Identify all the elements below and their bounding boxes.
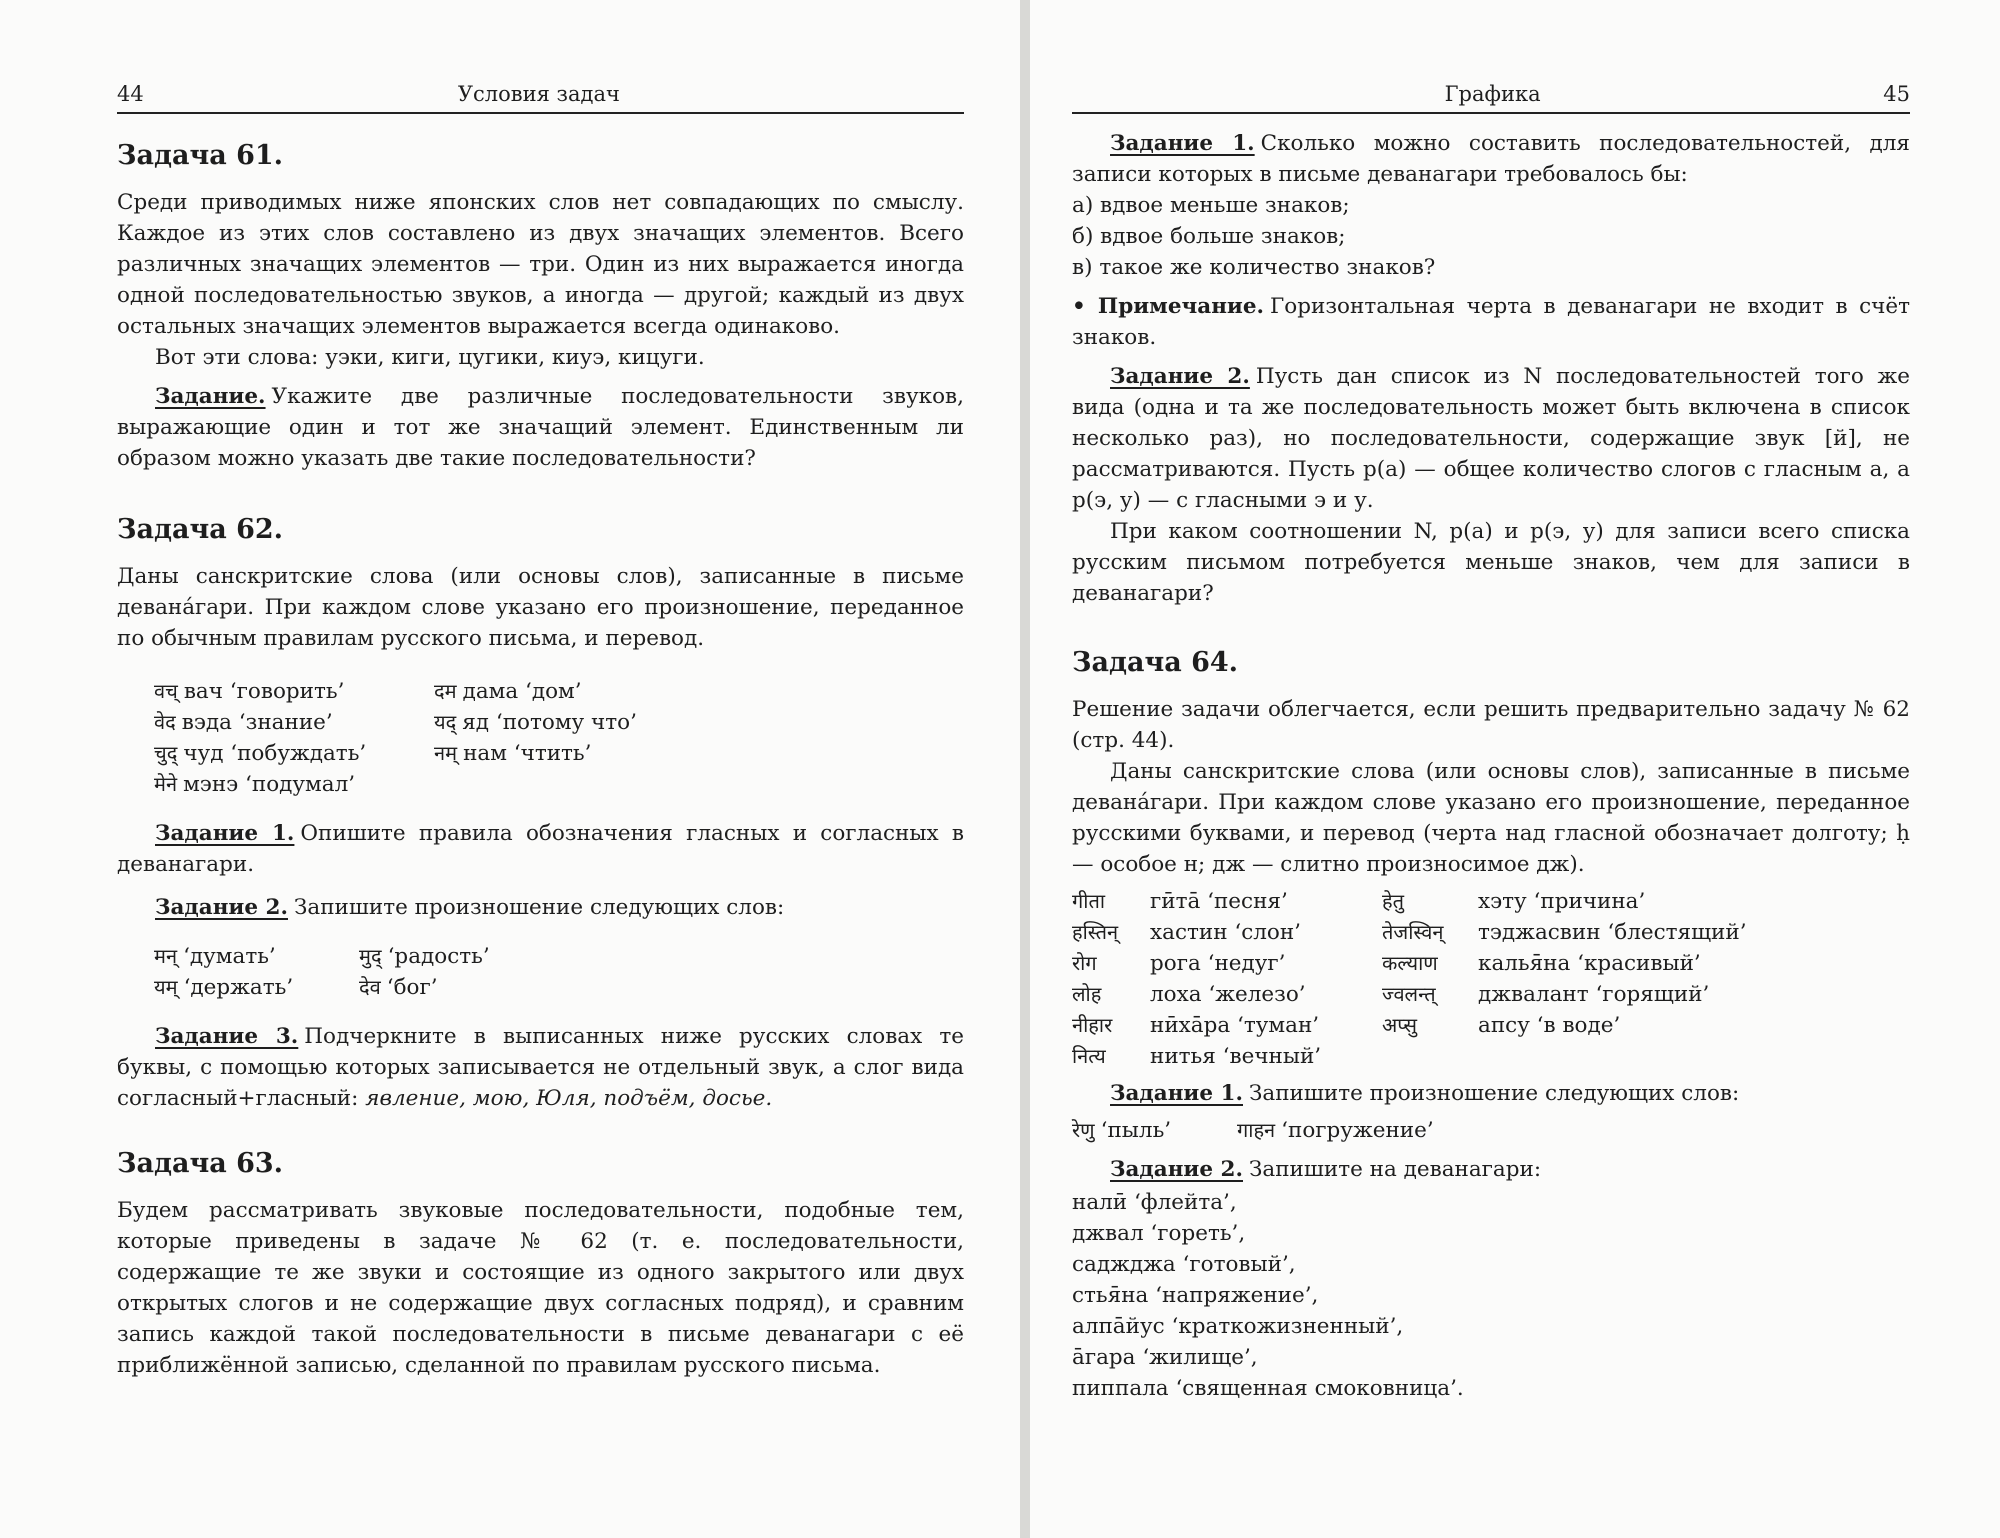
problem-61-task — [117, 381, 964, 474]
task-text: Укажите две различные последовательности звуков, выражающие один и тот же значащий элемент. Единственным ли образом можно указать две такие последовательности? — [117, 384, 964, 471]
problem-61-title: Задача 61. — [117, 140, 284, 171]
problem-62-title: Задача 62. — [117, 514, 284, 545]
word-entry: वेद вэда ‘знание’ — [154, 710, 333, 735]
word-entry: चुद् чуд ‘побуждать’ — [154, 741, 367, 766]
word-entry: रोग рога ‘недуг’ — [1072, 951, 1286, 976]
word-entry: नित्य нитья ‘вечный’ — [1072, 1044, 1322, 1069]
problem-63-task-1: Задание 1. Сколько можно составить последовательностей, для записи которых в письме деванагари требовалось бы: — [1072, 131, 1910, 187]
word-entry: लोह лоха ‘железо’ — [1072, 982, 1306, 1007]
problem-63-text: Будем рассматривать звуковые последовательности, подобные тем, которые приведены в задаче № 62 (т. е. последовательности, содержащие те же звуки и состоящие из одного закрытого или двух открытых слогов и не содержащие двух согласных подряд), и сравним запись каждой такой последовательности в письме деванагари с её приближённой записью, сделанной по правилам русского письма. — [117, 1198, 964, 1378]
word-entry: मेने мэнэ ‘подумал’ — [154, 772, 356, 797]
list-item: алпа̄йус ‘краткожизненный’, — [1072, 1314, 1404, 1339]
task-3-words: явление, мою, Юля, подъём, досье. — [365, 1086, 773, 1111]
word-entry: हेतु хэту ‘причина’ — [1382, 889, 1646, 914]
problem-64-task-1-words — [1072, 1115, 1910, 1146]
problem-62-task-3: Задание 3. Подчеркните в выписанных ниже русских словах те буквы, с помощью которых записывается не отдельный звук, а слог вида согласный+гласный: явление, мою, Юля, подъём, досье. — [117, 1024, 964, 1111]
problem-61-text: Среди приводимых ниже японских слов нет совпадающих по смыслу. Каждое из этих слов составлено из двух значащих элементов. Всего различных значащих элементов — три. Один из них выражается иногда одной последовательностью звуков, а иногда — другой; каждый из двух остальных значащих элементов выражается всегда одинаково. — [117, 190, 964, 339]
problem-62-word-list — [154, 676, 964, 800]
problem-63-title: Задача 63. — [117, 1148, 284, 1179]
word-entry: अप्सु апсу ‘в воде’ — [1382, 1013, 1621, 1038]
list-item: джвал ‘гореть’, — [1072, 1221, 1246, 1246]
problem-64-word-list — [1072, 886, 1910, 1072]
problem-61-words: Вот эти слова: уэки, киги, цугики, киуэ, кицуги. — [155, 345, 705, 370]
word-entry: नम् нам ‘чтить’ — [434, 741, 592, 766]
word-entry: यद् яд ‘потому что’ — [434, 710, 637, 735]
task-2-word-list — [1072, 1187, 1910, 1404]
problem-64-title: Задача 64. — [1072, 647, 1239, 678]
problem-63-task-2: Задание 2. Пусть дан список из N последовательностей того же вида (одна и та же последовательность может быть включена в список несколько раз), но последовательности, содержащие звук [й], не рассматриваются. Пусть p(а) — общее количество слогов с гласным а, а p(э, у) — с гласными э и у. — [1072, 364, 1910, 513]
note: • Примечание. Горизонтальная черта в деванагари не входит в счёт знаков. — [1072, 294, 1910, 350]
word-entry: गाहन ‘погружение’ — [1237, 1118, 1434, 1143]
word-entry: नीहार нӣха̄ра ‘туман’ — [1072, 1013, 1320, 1038]
word-entry: हस्तिन् хастин ‘слон’ — [1072, 920, 1302, 945]
page-number: 45 — [1883, 82, 1910, 106]
option-item: в) такое же количество знаков? — [1072, 255, 1436, 280]
list-item: пиппала ‘священная смоковница’. — [1072, 1376, 1464, 1401]
problem-62-intro: Даны санскритские слова (или основы слов), записанные в письме деванáгари. При каждом слове указано его произношение, переданное по обычным правилам русского письма, и перевод. — [117, 564, 964, 651]
word-entry: देव ‘бог’ — [359, 975, 438, 1000]
word-entry: मुद् ‘радость’ — [359, 944, 490, 969]
problem-64-task-1: Задание 1. Запишите произношение следующих слов: — [1110, 1081, 1740, 1106]
word-entry: तेजस्विन् тэджасвин ‘блестящий’ — [1382, 920, 1747, 945]
list-item: а̄гара ‘жилище’, — [1072, 1345, 1258, 1370]
word-entry: दम дама ‘дом’ — [434, 679, 582, 704]
running-head-title: Графика — [1444, 82, 1541, 106]
task-label: Задание. — [155, 384, 266, 409]
word-entry: गीता гӣта̄ ‘песня’ — [1072, 889, 1288, 914]
word-entry: मन् ‘думать’ — [154, 944, 276, 969]
option-item: а) вдвое меньше знаков; — [1072, 193, 1350, 218]
right-running-head — [1072, 80, 1910, 114]
list-item: саджджа ‘готовый’, — [1072, 1252, 1296, 1277]
problem-64-intro-2: Даны санскритские слова (или основы слов), записанные в письме деванáгари. При каждом слове указано его произношение, переданное русскими буквами, и перевод (черта над гласной обозначает долготу; ḥ — особое н; дж — слитно произносимое дж). — [1072, 759, 1910, 877]
problem-64-task-2: Задание 2. Запишите на деванагари: — [1110, 1157, 1542, 1182]
problem-64-intro-1: Решение задачи облегчается, если решить предварительно задачу № 62 (стр. 44). — [1072, 697, 1910, 753]
task-1-options — [1072, 190, 1910, 283]
right-page — [1030, 0, 2000, 1538]
list-item: налӣ ‘флейта’, — [1072, 1190, 1237, 1215]
word-entry: ज्वलन्त् джвалант ‘горящий’ — [1382, 982, 1710, 1007]
left-running-head — [117, 80, 964, 114]
word-entry: कल्याण калья̄на ‘красивый’ — [1382, 951, 1701, 976]
running-head-title: Условия задач — [457, 82, 620, 106]
word-entry: यम् ‘держать’ — [154, 975, 294, 1000]
list-item: стья̄на ‘напряжение’, — [1072, 1283, 1319, 1308]
option-item: б) вдвое больше знаков; — [1072, 224, 1346, 249]
page-number: 44 — [117, 82, 144, 106]
note-label: • Примечание. — [1072, 294, 1265, 319]
problem-62-task-2: Задание 2. Запишите произношение следующих слов: — [155, 895, 785, 920]
problem-62-task-2-words — [154, 941, 964, 1003]
word-entry: वच् вач ‘говорить’ — [154, 679, 345, 704]
book-gutter — [1020, 0, 1030, 1538]
problem-63-question: При каком соотношении N, p(а) и p(э, у) для записи всего списка русским письмом потребуется меньше знаков, чем для записи в деванагари? — [1072, 519, 1910, 606]
word-entry: रेणु ‘пыль’ — [1072, 1118, 1172, 1143]
problem-62-task-1: Задание 1. Опишите правила обозначения гласных и согласных в деванагари. — [117, 821, 964, 877]
